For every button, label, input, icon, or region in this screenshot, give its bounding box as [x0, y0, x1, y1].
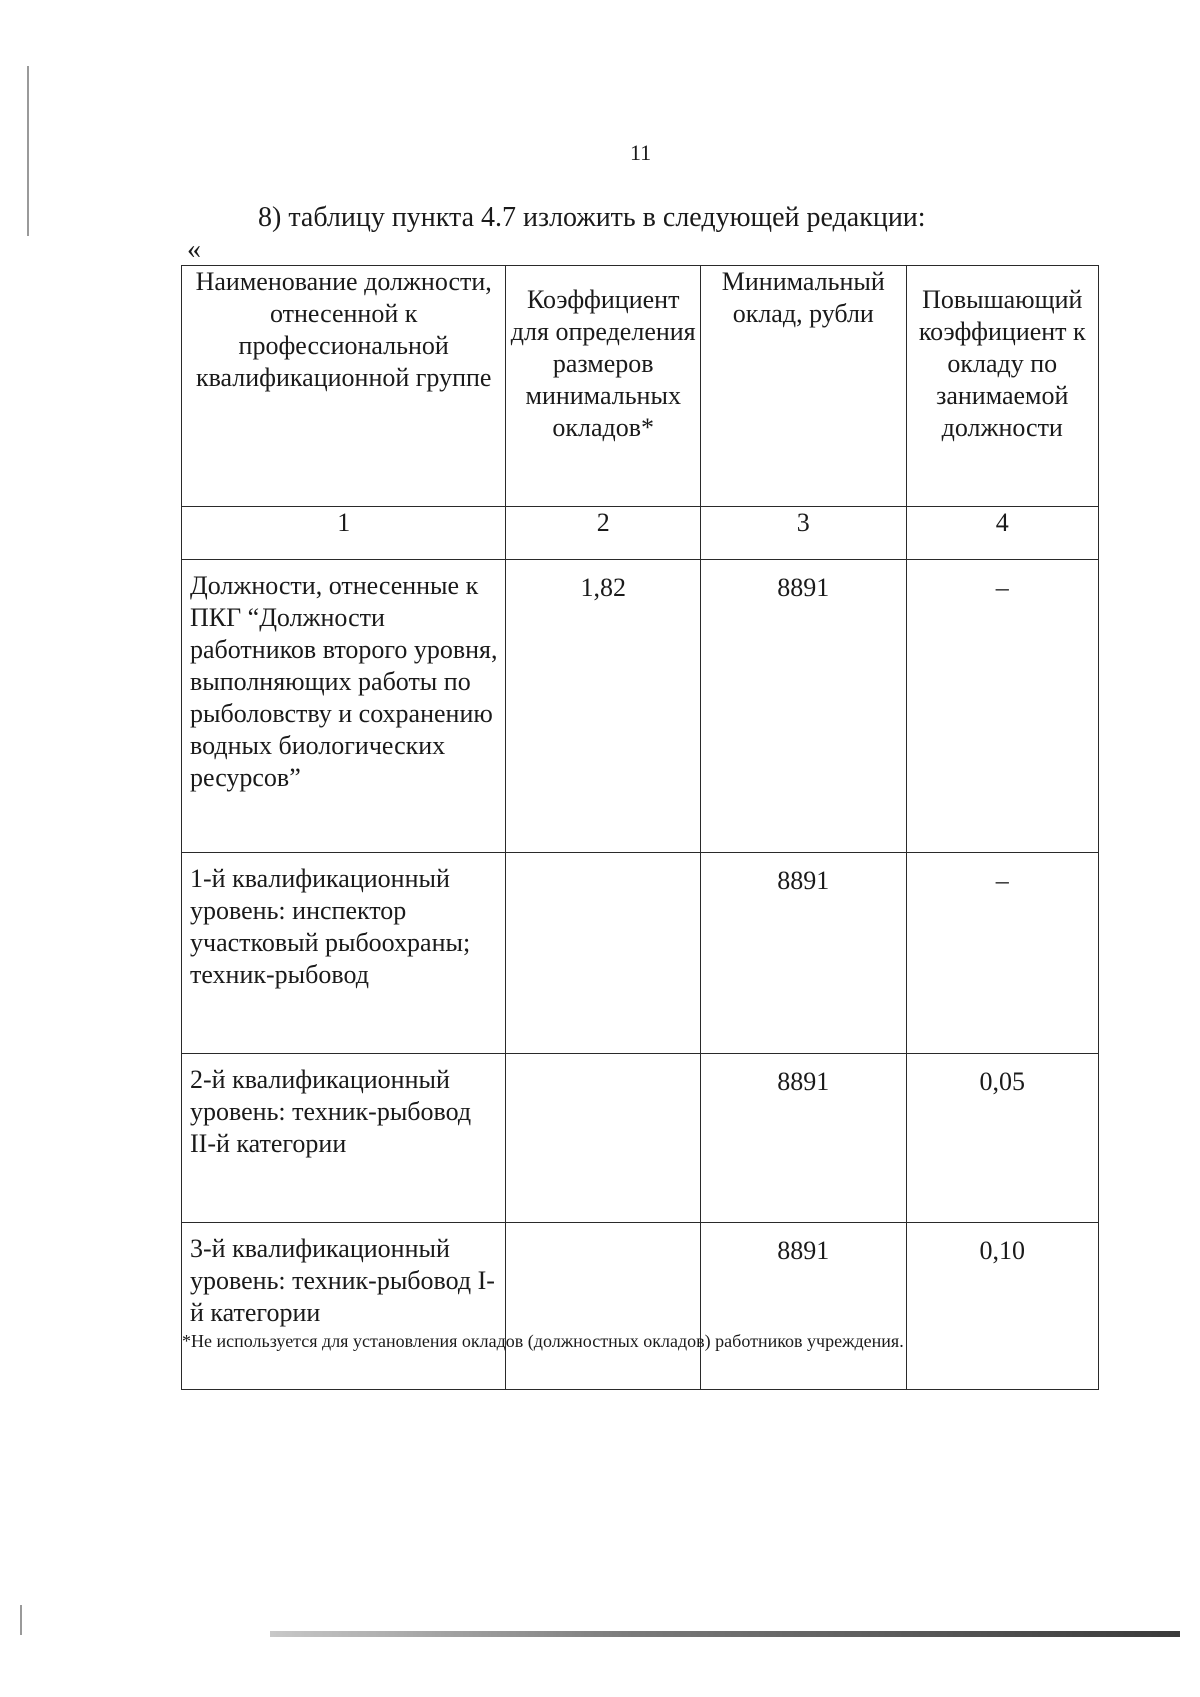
row-coefficient [506, 1223, 701, 1390]
column-number-row [182, 507, 1099, 560]
scan-edge-bar [270, 1631, 1180, 1637]
row-coefficient [506, 1054, 701, 1223]
scan-margin-line [20, 1605, 22, 1635]
column-number: 1 [182, 507, 506, 560]
header-min-salary: Минимальный оклад, рубли [701, 266, 906, 507]
row-position-name: 2-й квалификационный уровень: техник-рыбовод II-й категории [182, 1054, 506, 1223]
table-header-row [182, 266, 1099, 507]
amendment-intro: 8) таблицу пункта 4.7 изложить в следующей редакции: [258, 202, 926, 233]
page-number: 11 [630, 140, 652, 165]
footnote: *Не используется для установления окладов (должностных окладов) работников учреждения. [182, 1331, 904, 1351]
row-increase: – [906, 853, 1099, 1054]
opening-quote: « [187, 234, 201, 265]
row-coefficient: 1,82 [506, 560, 701, 853]
salary-table [181, 265, 1099, 1390]
table-row [182, 560, 1099, 853]
header-position-name: Наименование должности, отнесенной к профессиональной квалификационной группе [182, 266, 506, 507]
scan-margin-line [27, 66, 29, 236]
row-increase: 0,05 [906, 1054, 1099, 1223]
row-position-name: Должности, отнесенные к ПКГ “Должности работников второго уровня, выполняющих работы по рыболовству и сохранению водных биологических ресурсов” [182, 560, 506, 853]
row-position-name: 1-й квалификационный уровень: инспектор участковый рыбоохраны; техник-рыбовод [182, 853, 506, 1054]
row-min-salary: 8891 [701, 560, 906, 853]
row-coefficient [506, 853, 701, 1054]
row-min-salary: 8891 [701, 1054, 906, 1223]
row-min-salary: 8891 [701, 1223, 906, 1390]
table-row [182, 1054, 1099, 1223]
column-number: 3 [701, 507, 906, 560]
column-number: 4 [906, 507, 1099, 560]
row-position-name: 3-й квалификационный уровень: техник-рыбовод I-й категории [182, 1223, 506, 1390]
header-coefficient: Коэффициент для определения размеров минимальных окладов* [506, 266, 701, 507]
column-number: 2 [506, 507, 701, 560]
table-row [182, 1223, 1099, 1390]
header-increase-coefficient: Повышающий коэффициент к окладу по занимаемой должности [906, 266, 1099, 507]
table-row [182, 853, 1099, 1054]
row-increase: – [906, 560, 1099, 853]
row-min-salary: 8891 [701, 853, 906, 1054]
row-increase: 0,10 [906, 1223, 1099, 1390]
